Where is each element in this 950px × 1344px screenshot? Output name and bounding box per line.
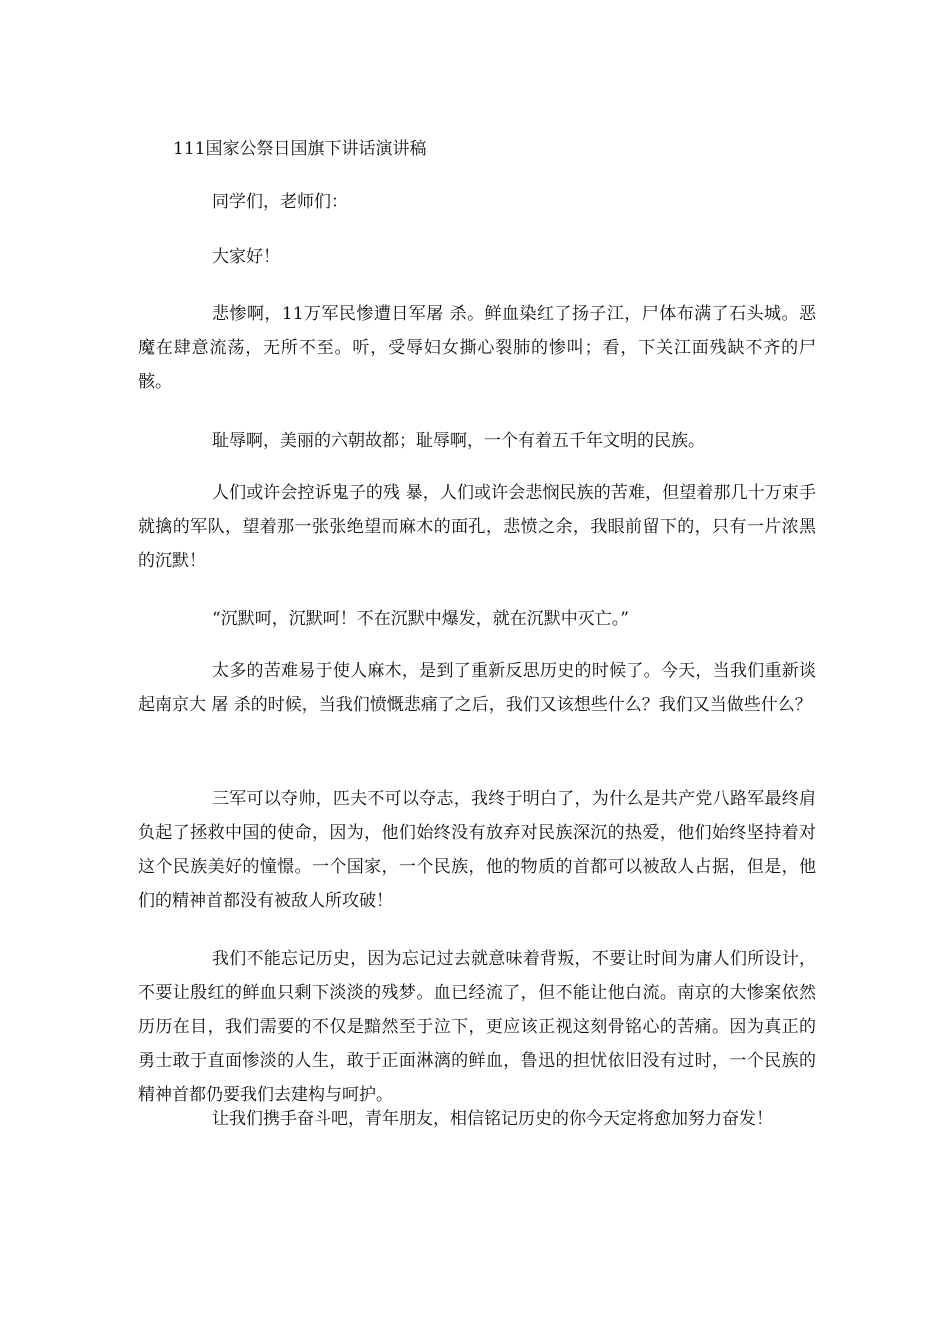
- paragraph-reflection: 太多的苦难易于使人麻木，是到了重新反思历史的时候了。今天，当我们重新谈起南京大 屠 杀的时候，当我们愤慨悲痛了之后，我们又该想些什么？我们又当做些什么？: [138, 661, 816, 715]
- paragraph-quote: “沉默呵，沉默呵！不在沉默中爆发，就在沉默中灭亡。”: [212, 609, 629, 629]
- paragraph-greeting-hello: 大家好！: [212, 247, 280, 267]
- paragraph-tragedy: 悲惨啊，11万军民惨遭日军屠 杀。鲜血染红了扬子江，尸体布满了石头城。恶魔在肆意流荡，无所不至。听，受辱妇女撕心裂肺的惨叫；看，下关江面残缺不齐的尸骸。: [138, 304, 816, 392]
- paragraph-will: 三军可以夺帅，匹夫不可以夺志，我终于明白了，为什么是共产党八路军最终肩负起了拯救中国的使命，因为，他们始终没有放弃对民族深沉的热爱，他们始终坚持着对这个民族美好的憧憬。一个国家，一个民族，他的物质的首都可以被敌人占据，但是，他们的精神首都没有被敌人所攻破！: [138, 789, 816, 911]
- paragraph-greeting-audience: 同学们，老师们：: [212, 192, 348, 212]
- document-title: 111国家公祭日国旗下讲话演讲稿: [173, 139, 427, 159]
- paragraph-humiliation: 耻辱啊，美丽的六朝故都；耻辱啊，一个有着五千年文明的民族。: [212, 431, 705, 451]
- paragraph-silence: 人们或许会控诉鬼子的残 暴，人们或许会悲悯民族的苦难，但望着那几十万束手就擒的军队，望着那一张张绝望而麻木的面孔，悲愤之余，我眼前留下的，只有一片浓黑的沉默！: [138, 483, 816, 571]
- paragraph-closing: 让我们携手奋斗吧，青年朋友，相信铭记历史的你今天定将愈加努力奋发！: [212, 1109, 773, 1129]
- paragraph-history: 我们不能忘记历史，因为忘记过去就意味着背叛，不要让时间为庸人们所设计，不要让殷红的鲜血只剩下淡淡的残梦。血已经流了，但不能让他白流。南京的大惨案依然历历在目，我们需要的不仅是黯然至于泣下，更应该正视这刻骨铭心的苦痛。因为真正的勇士敢于直面惨淡的人生，敢于正面淋漓的鲜血，鲁迅的担忧依旧没有过时，一个民族的精神首都仍要我们去建构与呵护。: [138, 949, 816, 1105]
